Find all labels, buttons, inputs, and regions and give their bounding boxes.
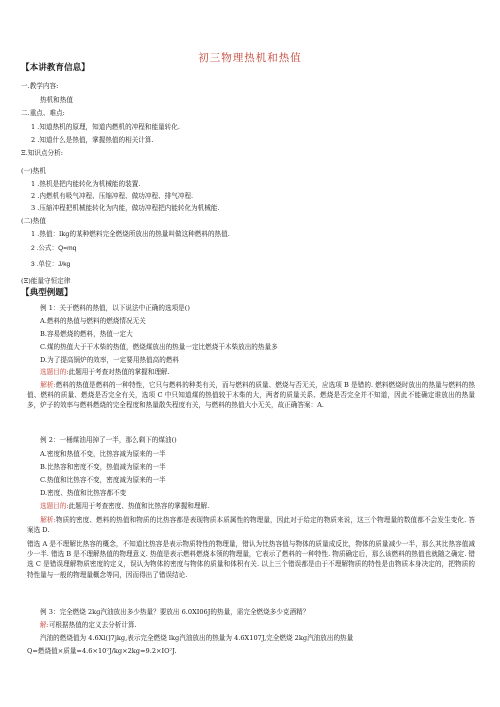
option-item: C.煤的热值大于干木柴的热值，燃烧煤放出的热量一定比燃烧干木柴放出的热量多: [40, 343, 278, 351]
key-point-item: 2 .知道什么是热值，掌握热值的相关计算.: [31, 136, 154, 144]
document-title: 初三物理热机和热值: [198, 52, 302, 64]
teach-content-heading: 一.教学内容:: [21, 82, 59, 90]
heat-engine-point: 3 .压缩冲程把机械能转化为内能，做功冲程把内能转化为机械能.: [31, 204, 220, 212]
option-item: B.容易燃烧的燃料，热值一定大: [40, 330, 133, 338]
option-item: A.密度和热值不变，比热容减为原来的一半: [40, 450, 166, 458]
solution-label: 解:: [40, 621, 49, 629]
energy-conservation-heading: (Ξ)能量守恒定律: [21, 277, 71, 285]
analysis-text: 物质的密度、燃料的热值和物质的比热容都是表现物质本质属性的物理量，因此对于给定的物质来说，这三个物理量的数值都不会发生变化. 答案选 D.: [27, 516, 475, 535]
analysis-heading: Ξ.知识点分析:: [21, 149, 63, 157]
calculation-line: 汽油的燃烧值为 4.6Xl(]7jkg,表示完全燃烧 lkg汽油放出的热量为 4.6X107J,完全燃烧 2kg汽油放出的热量: [40, 634, 354, 642]
section-heading-examples: 【典型例题】: [21, 288, 73, 298]
example-question: 例 3：完全燃烧 2kg汽油放出多少热量？要放出 6.0XI06J的热量，需完全燃烧多少克酒精？: [40, 608, 310, 616]
option-item: A.燃料的热值与燃料的燃烧情况无关: [40, 317, 146, 325]
key-point-item: 1 .知道热机的原理，知道内燃机的冲程和能量转化.: [31, 123, 180, 131]
intent-text: 此题用于考查对热值的掌握和理解.: [68, 368, 170, 376]
heat-value-point: 1 .热值：lkg的某种燃料完全燃烧所放出的热量叫做这种燃料的热值.: [31, 230, 230, 238]
calculation-line: Q=燃烧值×质量=4.6×10⁷J/kg×2kg=9.2×IO⁷J.: [27, 647, 177, 655]
example-question: 例 2：一桶煤油用掉了一半，那么剩下的煤油(): [40, 436, 177, 444]
heat-value-point: 3 .单位：J/kg: [31, 261, 71, 268]
teach-content: 热机和热值: [40, 96, 73, 104]
heat-value-point: 2 .公式：Q=mq: [31, 245, 77, 252]
intent-line: [40, 368, 170, 377]
option-item: D.为了提高锅炉的效率，一定要用热值高的燃料: [40, 356, 180, 364]
intent-line: [40, 502, 209, 511]
example-question: 例 1：关于燃料的热值，以下说法中正确的选项是(): [40, 304, 190, 312]
analysis-paragraph: [27, 380, 475, 411]
option-item: D.密度、热值和比热容都不变: [40, 489, 127, 497]
option-item: C.热值和比热容不变，密度减为原来的一半: [40, 476, 166, 484]
intent-text: 此题用于考查密度、热值和比热容的掌握和理解.: [68, 502, 210, 510]
analysis-label: 解析:: [40, 381, 56, 389]
intent-label: 选题目的:: [40, 502, 69, 510]
explanation-paragraph: 错选 A 是不理解比热容的概念，不知道比热容是表示物质特性的物理量，错认为比热容值与物体的质量成反比，物体的质量减少一半，那么其比热容值减少一半. 错选 B 是不理解热值的物理意义. 热值是表示燃料燃烧本领的物理量，它表示了燃料的一种特性. 物质确定后，那么该燃料的热值也就随之确定. 错选 C 是错误理解物质密度的定义，误认为物体的密度与物体的质量和体积有关. 以上三个错误都是由于不理解物质的特性是由物质本身决定的，把物质的特性量与一般的物理量概念等同，因而得出了错误结论.: [27, 540, 475, 579]
option-item: B.比热容和密度不变，热值减为原来的一半: [40, 463, 166, 471]
section-heading-info: 【本讲教育信息】: [21, 63, 90, 73]
analysis-label: 解析:: [40, 516, 56, 524]
analysis-paragraph: [27, 515, 475, 535]
heat-engine-point: 1 .热机是把内能转化为机械能的装置.: [31, 180, 141, 188]
solution-text: 可根据热值的定义去分析计算.: [48, 621, 137, 629]
heat-engine-point: 2 .内燃机有吸气冲程、压缩冲程、做功冲程、排气冲程.: [31, 192, 194, 200]
intent-label: 选题目的:: [40, 368, 69, 376]
heat-value-heading: (二)热值: [21, 217, 46, 225]
key-points-heading: 二.重点、难点:: [21, 109, 65, 117]
solution-line: [40, 621, 137, 630]
heat-engine-heading: (一)热机: [21, 167, 46, 175]
analysis-text: 燃料的热值是燃料的一种特性，它只与燃料的种类有关，而与燃料的质量、燃烧与否无关，应选项 B 是错的. 燃料燃烧时放出的热量与燃料的热值、燃料的质量、燃烧是否完全有关，选项 C 中只知道煤的热值较干木柴的大，两者的质量关系、燃烧是否完全并不知道，因此不能确定谁放出的热量多，炉子的效率与燃料燃烧的完全程度和热量散失程度有关，与燃料的热值大小无关，故正确答案：A.: [27, 381, 475, 410]
